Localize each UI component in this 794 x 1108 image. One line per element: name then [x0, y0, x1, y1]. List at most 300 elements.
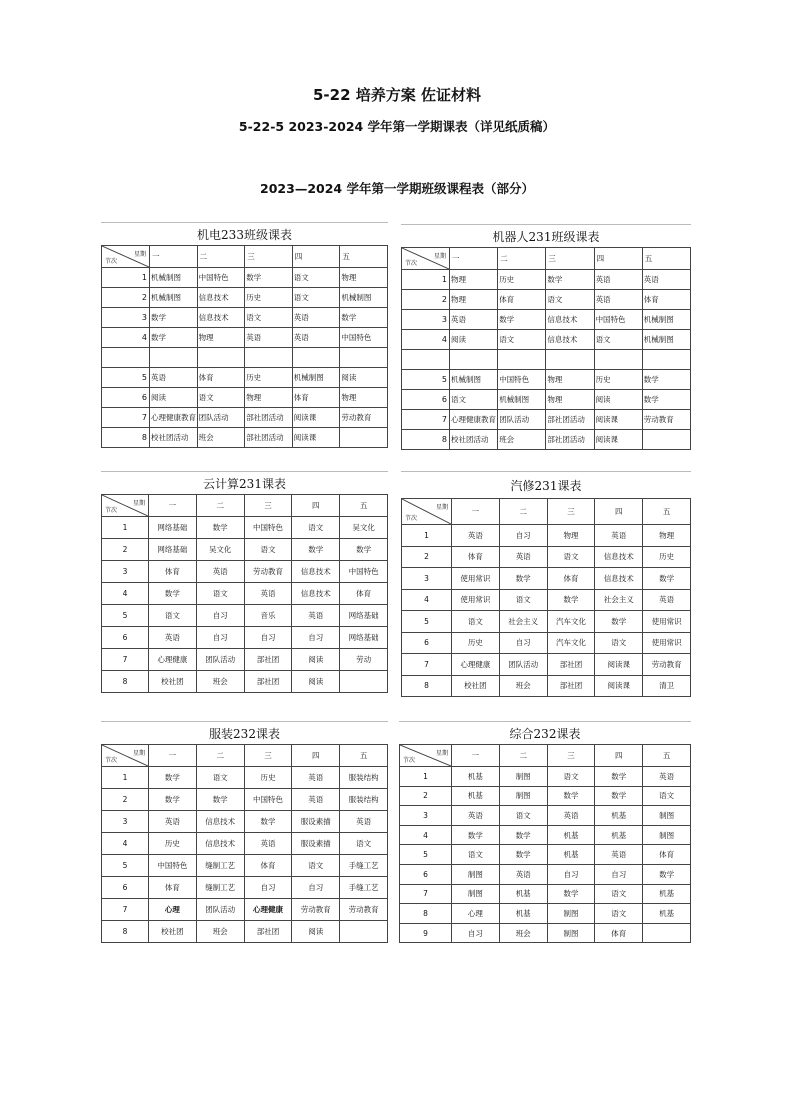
course-cell: 机基 — [499, 904, 547, 924]
page-title: 5-22 培养方案 佐证材料 — [313, 86, 481, 104]
table-row — [402, 290, 691, 310]
course-cell: 班会 — [499, 675, 547, 697]
schedule-table — [101, 471, 388, 693]
course-cell: 自习 — [244, 877, 292, 899]
course-cell: 机基 — [499, 884, 547, 904]
course-cell: 中国特色 — [594, 310, 642, 330]
table-row — [102, 561, 388, 583]
course-cell: 英语 — [450, 310, 498, 330]
course-cell: 数学 — [149, 583, 197, 605]
schedule-table — [401, 224, 691, 450]
course-cell: 自习 — [292, 877, 340, 899]
course-cell: 网络基础 — [340, 627, 388, 649]
period-number: 1 — [102, 268, 150, 288]
corner-header-cell — [402, 248, 450, 270]
course-cell: 校社团活动 — [150, 428, 198, 448]
course-cell: 机械制图 — [292, 368, 340, 388]
table-row — [402, 390, 691, 410]
course-cell: 中国特色 — [340, 561, 388, 583]
period-number: 2 — [402, 546, 452, 568]
course-cell: 英语 — [642, 270, 690, 290]
period-number: 3 — [402, 310, 450, 330]
course-cell: 历史 — [245, 288, 293, 308]
course-cell: 自习 — [499, 525, 547, 547]
table-row — [402, 350, 691, 370]
course-cell: 信息技术 — [292, 583, 340, 605]
course-cell: 心理健康 — [452, 654, 500, 676]
course-cell — [340, 921, 388, 943]
schedule-grid — [101, 744, 388, 943]
course-cell: 物理 — [546, 370, 594, 390]
table-row — [102, 899, 388, 921]
day-header: 五 — [340, 745, 388, 767]
course-cell: 历史 — [452, 632, 500, 654]
course-cell: 语文 — [196, 583, 244, 605]
period-number: 8 — [402, 430, 450, 450]
course-cell: 部社团 — [244, 649, 292, 671]
period-number — [102, 348, 150, 368]
period-number: 4 — [400, 825, 452, 845]
course-cell: 制图 — [643, 806, 691, 826]
weekday-label: 星期 — [132, 750, 145, 757]
course-cell: 历史 — [594, 370, 642, 390]
course-cell: 机械制图 — [642, 310, 690, 330]
table-row — [102, 789, 388, 811]
course-cell — [450, 350, 498, 370]
course-cell: 校社团 — [149, 921, 197, 943]
course-cell: 服设素描 — [292, 833, 340, 855]
course-cell: 数学 — [546, 270, 594, 290]
course-cell: 历史 — [149, 833, 197, 855]
period-number: 8 — [400, 904, 452, 924]
schedule-table — [401, 471, 691, 697]
course-cell: 数学 — [245, 268, 293, 288]
period-number: 1 — [402, 270, 450, 290]
course-cell: 中国特色 — [340, 328, 388, 348]
course-cell: 网络基础 — [149, 517, 197, 539]
period-number: 9 — [400, 923, 452, 943]
course-cell: 心理 — [149, 899, 197, 921]
table-row — [400, 825, 691, 845]
course-cell: 汽车文化 — [547, 632, 595, 654]
course-cell: 英语 — [547, 806, 595, 826]
course-cell: 制图 — [499, 786, 547, 806]
day-header: 一 — [450, 248, 498, 270]
course-cell: 数学 — [595, 786, 643, 806]
course-cell: 班会 — [196, 671, 244, 693]
table-header-row — [102, 745, 388, 767]
period-number: 6 — [402, 632, 452, 654]
day-header: 四 — [595, 745, 643, 767]
schedule-grid — [401, 498, 691, 697]
course-cell: 阅读课 — [594, 410, 642, 430]
course-cell: 数学 — [547, 786, 595, 806]
course-cell: 部社团活动 — [546, 410, 594, 430]
course-cell: 语文 — [499, 806, 547, 826]
course-cell: 阅读 — [340, 368, 388, 388]
course-cell: 物理 — [245, 388, 293, 408]
table-row — [102, 328, 388, 348]
course-cell: 语文 — [340, 833, 388, 855]
period-number: 1 — [400, 767, 452, 787]
course-cell: 吴文化 — [340, 517, 388, 539]
period-number: 6 — [402, 390, 450, 410]
period-number: 2 — [102, 539, 149, 561]
course-cell — [643, 923, 691, 943]
table-title: 云计算231课表 — [203, 477, 286, 491]
period-label: 节次 — [105, 258, 118, 265]
course-cell: 数学 — [150, 328, 198, 348]
period-number: 3 — [102, 308, 150, 328]
course-cell: 机基 — [452, 786, 500, 806]
period-number: 4 — [402, 589, 452, 611]
course-cell: 历史 — [498, 270, 546, 290]
day-header: 一 — [150, 246, 198, 268]
course-cell: 信息技术 — [595, 568, 643, 590]
schedule-grid — [101, 245, 388, 448]
course-cell — [197, 348, 245, 368]
course-cell: 班会 — [498, 430, 546, 450]
course-cell: 自习 — [196, 627, 244, 649]
course-cell: 数学 — [150, 308, 198, 328]
table-title: 综合232课表 — [509, 727, 581, 741]
course-cell: 语文 — [643, 786, 691, 806]
day-header: 三 — [546, 248, 594, 270]
course-cell: 英语 — [452, 806, 500, 826]
table-row — [400, 767, 691, 787]
course-cell: 体育 — [340, 583, 388, 605]
table-row — [102, 268, 388, 288]
table-row — [102, 649, 388, 671]
course-cell — [150, 348, 198, 368]
course-cell: 语文 — [595, 884, 643, 904]
schedule-grid — [401, 247, 691, 450]
day-header: 五 — [340, 246, 388, 268]
period-number: 5 — [102, 855, 149, 877]
course-cell: 信息技术 — [197, 308, 245, 328]
day-header: 五 — [340, 495, 388, 517]
course-cell: 部社团 — [547, 654, 595, 676]
course-cell: 劳动教育 — [244, 561, 292, 583]
course-cell — [498, 350, 546, 370]
course-cell: 机械制图 — [150, 268, 198, 288]
corner-header-cell — [102, 246, 150, 268]
table-row — [102, 855, 388, 877]
course-cell: 英语 — [499, 864, 547, 884]
table-row — [102, 833, 388, 855]
period-number: 3 — [400, 806, 452, 826]
day-header: 五 — [643, 499, 691, 525]
course-cell: 网络基础 — [149, 539, 197, 561]
table-row — [402, 410, 691, 430]
day-header: 三 — [245, 246, 293, 268]
course-cell: 自习 — [244, 627, 292, 649]
table-row — [102, 921, 388, 943]
course-cell: 物理 — [197, 328, 245, 348]
table-row — [102, 368, 388, 388]
course-cell: 英语 — [595, 845, 643, 865]
course-cell: 校社团 — [452, 675, 500, 697]
table-title: 汽修231课表 — [510, 479, 582, 493]
course-cell: 部社团 — [244, 671, 292, 693]
table-header-row — [102, 246, 388, 268]
course-cell: 英语 — [244, 833, 292, 855]
table-row — [102, 348, 388, 368]
course-cell: 英语 — [149, 627, 197, 649]
course-cell: 阅读课 — [292, 408, 340, 428]
course-cell: 数学 — [643, 568, 691, 590]
table-row — [402, 611, 691, 633]
course-cell: 英语 — [245, 328, 293, 348]
course-cell: 信息技术 — [196, 811, 244, 833]
course-cell: 信息技术 — [197, 288, 245, 308]
table-header-row — [102, 495, 388, 517]
course-cell: 自习 — [595, 864, 643, 884]
course-cell: 缝制工艺 — [196, 855, 244, 877]
course-cell: 历史 — [244, 767, 292, 789]
course-cell: 语文 — [452, 845, 500, 865]
day-header: 三 — [547, 499, 595, 525]
course-cell: 劳动教育 — [340, 408, 388, 428]
course-cell — [292, 348, 340, 368]
table-row — [400, 806, 691, 826]
course-cell: 校社团 — [149, 671, 197, 693]
course-cell: 机械制图 — [150, 288, 198, 308]
course-cell: 语文 — [547, 546, 595, 568]
course-cell: 信息技术 — [546, 310, 594, 330]
day-header: 二 — [499, 745, 547, 767]
course-cell: 心理健康教育 — [150, 408, 198, 428]
course-cell: 数学 — [642, 390, 690, 410]
course-cell: 劳动教育 — [642, 410, 690, 430]
schedule-grid — [101, 494, 388, 693]
course-cell: 社会主义 — [499, 611, 547, 633]
table-title: 服装232课表 — [209, 727, 280, 741]
period-number: 7 — [402, 410, 450, 430]
course-cell: 阅读 — [292, 649, 340, 671]
course-cell: 英语 — [340, 811, 388, 833]
table-row — [400, 786, 691, 806]
day-header: 一 — [452, 745, 500, 767]
course-cell: 物理 — [643, 525, 691, 547]
table-row — [400, 884, 691, 904]
course-cell: 部社团活动 — [546, 430, 594, 450]
table-row — [102, 517, 388, 539]
table-row — [102, 288, 388, 308]
course-cell: 体育 — [244, 855, 292, 877]
course-cell: 数学 — [595, 611, 643, 633]
course-cell: 物理 — [450, 290, 498, 310]
weekday-label: 星期 — [132, 500, 145, 507]
course-cell: 体育 — [642, 290, 690, 310]
course-cell: 部社团活动 — [245, 408, 293, 428]
course-cell: 班会 — [196, 921, 244, 943]
course-cell: 数学 — [642, 370, 690, 390]
period-number: 6 — [102, 877, 149, 899]
course-cell: 机械制图 — [642, 330, 690, 350]
course-cell: 团队活动 — [499, 654, 547, 676]
course-cell: 语文 — [546, 290, 594, 310]
course-cell: 中国特色 — [498, 370, 546, 390]
table-row — [402, 632, 691, 654]
course-cell: 机基 — [452, 767, 500, 787]
course-cell: 体育 — [643, 845, 691, 865]
course-cell: 心理健康 — [149, 649, 197, 671]
table-row — [102, 308, 388, 328]
course-cell: 体育 — [149, 561, 197, 583]
day-header: 五 — [643, 745, 691, 767]
course-cell — [245, 348, 293, 368]
period-number: 1 — [102, 767, 149, 789]
course-cell: 语文 — [245, 308, 293, 328]
course-cell: 心理健康教育 — [450, 410, 498, 430]
schedule-table — [101, 222, 388, 448]
table-row — [102, 877, 388, 899]
course-cell: 自习 — [196, 605, 244, 627]
course-cell — [642, 430, 690, 450]
course-cell: 阅读课 — [595, 675, 643, 697]
table-row — [400, 845, 691, 865]
course-cell: 数学 — [340, 308, 388, 328]
course-cell: 班会 — [197, 428, 245, 448]
period-number: 1 — [402, 525, 452, 547]
day-header: 四 — [292, 495, 340, 517]
course-cell: 数学 — [547, 884, 595, 904]
corner-header-cell — [400, 745, 452, 767]
course-cell: 制图 — [547, 923, 595, 943]
corner-header-cell — [102, 495, 149, 517]
period-number: 3 — [102, 811, 149, 833]
course-cell: 语文 — [452, 611, 500, 633]
corner-header-cell — [402, 499, 452, 525]
table-header-row — [402, 248, 691, 270]
table-row — [102, 605, 388, 627]
course-cell: 部社团 — [244, 921, 292, 943]
period-number: 8 — [102, 671, 149, 693]
course-cell: 体育 — [547, 568, 595, 590]
course-cell: 物理 — [340, 388, 388, 408]
course-cell: 英语 — [499, 546, 547, 568]
schedule-grid — [399, 744, 691, 943]
course-cell: 英语 — [292, 308, 340, 328]
day-header: 二 — [196, 745, 244, 767]
weekday-label: 星期 — [435, 750, 448, 757]
course-cell: 自习 — [499, 632, 547, 654]
course-cell: 数学 — [244, 811, 292, 833]
course-cell: 数学 — [149, 767, 197, 789]
period-label: 节次 — [105, 507, 118, 514]
corner-header-cell — [102, 745, 149, 767]
course-cell: 心理健康 — [244, 899, 292, 921]
period-number: 4 — [102, 583, 149, 605]
table-row — [102, 583, 388, 605]
table-row — [102, 388, 388, 408]
course-cell: 制图 — [499, 767, 547, 787]
course-cell: 英语 — [292, 328, 340, 348]
course-cell: 体育 — [197, 368, 245, 388]
course-cell: 劳动 — [340, 649, 388, 671]
course-cell: 英语 — [595, 525, 643, 547]
day-header: 四 — [594, 248, 642, 270]
course-cell: 团队活动 — [197, 408, 245, 428]
period-number: 7 — [102, 408, 150, 428]
course-cell: 中国特色 — [244, 517, 292, 539]
course-cell: 英语 — [292, 767, 340, 789]
course-cell: 物理 — [450, 270, 498, 290]
course-cell: 阅读 — [292, 671, 340, 693]
course-cell: 数学 — [499, 845, 547, 865]
course-cell: 信息技术 — [595, 546, 643, 568]
course-cell: 英语 — [292, 605, 340, 627]
course-cell: 体育 — [292, 388, 340, 408]
course-cell: 使用常识 — [643, 632, 691, 654]
course-cell: 物理 — [340, 268, 388, 288]
day-header: 一 — [452, 499, 500, 525]
course-cell: 机械制图 — [450, 370, 498, 390]
course-cell: 部社团活动 — [245, 428, 293, 448]
course-cell: 语文 — [292, 855, 340, 877]
course-cell: 英语 — [150, 368, 198, 388]
weekday-label: 星期 — [133, 251, 146, 258]
day-header: 一 — [149, 495, 197, 517]
course-cell: 物理 — [546, 390, 594, 410]
course-cell: 语文 — [595, 632, 643, 654]
table-row — [402, 270, 691, 290]
course-cell: 英语 — [452, 525, 500, 547]
period-number — [402, 350, 450, 370]
course-cell: 班会 — [499, 923, 547, 943]
period-number: 8 — [102, 428, 150, 448]
table-row — [402, 568, 691, 590]
course-cell: 制图 — [452, 864, 500, 884]
course-cell: 阅读课 — [594, 430, 642, 450]
period-number: 2 — [102, 288, 150, 308]
course-cell: 语文 — [149, 605, 197, 627]
table-row — [102, 627, 388, 649]
course-cell: 数学 — [547, 589, 595, 611]
period-number: 4 — [402, 330, 450, 350]
course-cell: 机基 — [643, 884, 691, 904]
course-cell: 使用常识 — [452, 589, 500, 611]
period-number: 4 — [102, 328, 150, 348]
course-cell — [594, 350, 642, 370]
day-header: 三 — [244, 495, 292, 517]
course-cell: 体育 — [149, 877, 197, 899]
course-cell: 英语 — [643, 589, 691, 611]
period-number: 6 — [102, 388, 150, 408]
course-cell: 机械制图 — [498, 390, 546, 410]
course-cell: 语文 — [547, 767, 595, 787]
course-cell: 语文 — [595, 904, 643, 924]
table-row — [402, 330, 691, 350]
table-row — [102, 408, 388, 428]
course-cell: 语文 — [197, 388, 245, 408]
course-cell: 信息技术 — [196, 833, 244, 855]
page-subtitle: 5-22-5 2023-2024 学年第一学期课表（详见纸质稿） — [238, 119, 556, 134]
course-cell: 阅读 — [450, 330, 498, 350]
course-cell: 英语 — [594, 270, 642, 290]
course-cell: 数学 — [498, 310, 546, 330]
course-cell: 使用常识 — [452, 568, 500, 590]
course-cell: 制图 — [643, 825, 691, 845]
course-cell: 音乐 — [244, 605, 292, 627]
period-number: 8 — [402, 675, 452, 697]
course-cell: 语文 — [244, 539, 292, 561]
period-number: 5 — [102, 605, 149, 627]
course-cell: 英语 — [149, 811, 197, 833]
table-row — [102, 767, 388, 789]
course-cell: 阅读 — [150, 388, 198, 408]
